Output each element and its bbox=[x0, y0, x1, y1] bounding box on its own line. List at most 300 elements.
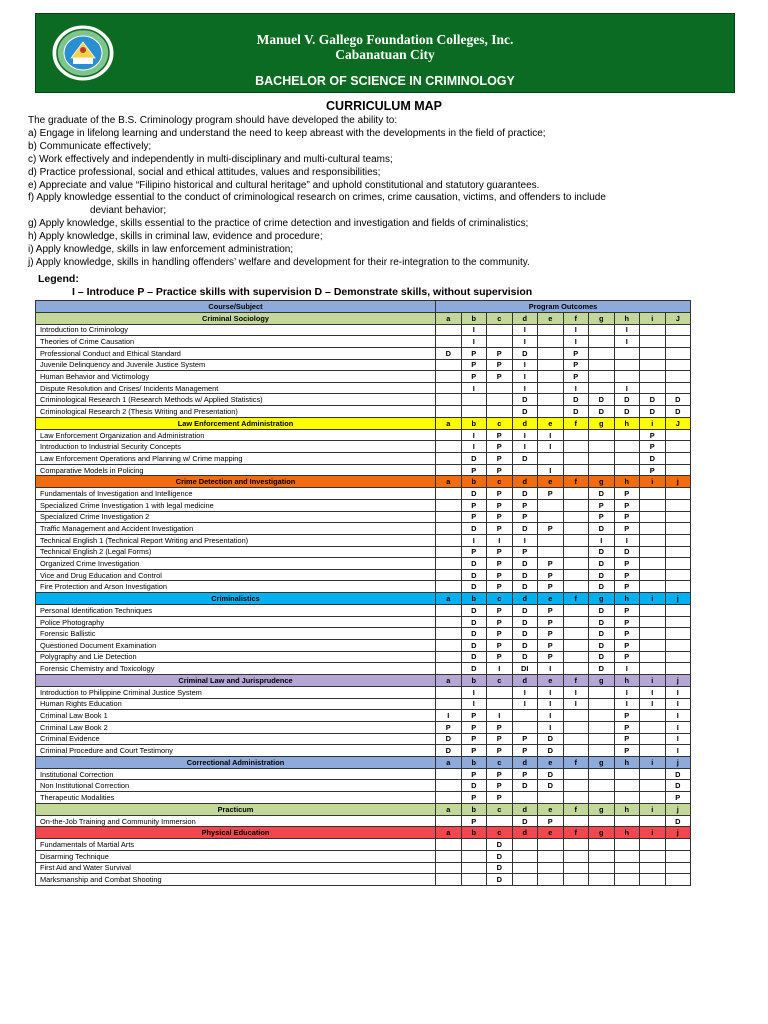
outcome-cell bbox=[665, 371, 691, 383]
outcome-cell bbox=[436, 815, 462, 827]
outcome-cell bbox=[461, 874, 487, 886]
outcome-cell: I bbox=[512, 698, 538, 710]
outcome-letter: i bbox=[640, 674, 666, 686]
outcome-cell bbox=[436, 441, 462, 453]
outcome-cell: D bbox=[665, 780, 691, 792]
outcome-cell bbox=[563, 441, 589, 453]
outcome-cell bbox=[589, 780, 615, 792]
outcome-cell: P bbox=[487, 441, 513, 453]
outcome-cell: D bbox=[512, 569, 538, 581]
section-header-row bbox=[36, 593, 691, 605]
outcome-letter: g bbox=[589, 674, 615, 686]
outcome-cell: P bbox=[614, 640, 640, 652]
outcome-cell bbox=[538, 371, 564, 383]
outcome-cell: D bbox=[589, 394, 615, 406]
outcome-cell: P bbox=[614, 605, 640, 617]
outcome-letter: i bbox=[640, 803, 666, 815]
outcome-cell bbox=[589, 453, 615, 465]
outcome-cell bbox=[665, 850, 691, 862]
outcome-cell bbox=[512, 850, 538, 862]
outcome-cell bbox=[436, 429, 462, 441]
outcome-cell: D bbox=[614, 546, 640, 558]
outcome-cell bbox=[614, 453, 640, 465]
outcome-cell: P bbox=[614, 628, 640, 640]
table-row bbox=[36, 324, 691, 336]
outcome-cell: D bbox=[589, 546, 615, 558]
outcome-cell bbox=[563, 429, 589, 441]
outcome-cell bbox=[665, 628, 691, 640]
outcome-cell bbox=[614, 371, 640, 383]
outcome-cell bbox=[563, 453, 589, 465]
outcome-cell: I bbox=[538, 698, 564, 710]
outcome-cell: P bbox=[589, 499, 615, 511]
section-name: Law Enforcement Administration bbox=[36, 417, 436, 429]
table-row bbox=[36, 382, 691, 394]
outcome-cell: I bbox=[461, 441, 487, 453]
table-row bbox=[36, 581, 691, 593]
outcome-letter: j bbox=[665, 674, 691, 686]
outcome-cell: I bbox=[538, 710, 564, 722]
outcome-cell bbox=[614, 347, 640, 359]
outcome-cell bbox=[640, 780, 666, 792]
outcome-cell: D bbox=[512, 581, 538, 593]
outcome-cell: P bbox=[563, 371, 589, 383]
outcome-cell bbox=[640, 382, 666, 394]
outcome-cell bbox=[436, 406, 462, 418]
outcome-cell: D bbox=[512, 815, 538, 827]
outcome-cell: P bbox=[538, 628, 564, 640]
course-subject: Polygraphy and Lie Detection bbox=[36, 651, 436, 663]
outcome-cell: I bbox=[512, 324, 538, 336]
outcome-cell: I bbox=[614, 336, 640, 348]
outcome-cell: I bbox=[461, 686, 487, 698]
outcome-cell: P bbox=[487, 347, 513, 359]
outcome-cell: P bbox=[614, 651, 640, 663]
outcome-letter: j bbox=[665, 756, 691, 768]
outcome-cell: P bbox=[665, 792, 691, 804]
outcome-cell bbox=[563, 663, 589, 675]
outcome-letter: a bbox=[436, 417, 462, 429]
outcome-cell bbox=[563, 874, 589, 886]
course-subject-header: Course/Subject bbox=[36, 301, 436, 313]
outcome-cell: I bbox=[665, 733, 691, 745]
outcome-cell: I bbox=[538, 721, 564, 733]
outcome-letter: g bbox=[589, 417, 615, 429]
outcome-cell bbox=[487, 394, 513, 406]
outcome-letter: c bbox=[487, 312, 513, 324]
outcome-letter: a bbox=[436, 827, 462, 839]
outcome-cell bbox=[665, 651, 691, 663]
outcome-cell bbox=[589, 324, 615, 336]
outcome-cell bbox=[665, 663, 691, 675]
course-subject: Introduction to Philippine Criminal Justice System bbox=[36, 686, 436, 698]
outcome-cell: D bbox=[512, 394, 538, 406]
outcome-cell bbox=[614, 815, 640, 827]
outcome-cell bbox=[436, 581, 462, 593]
outcome-cell: D bbox=[461, 780, 487, 792]
course-subject: Personal Identification Techniques bbox=[36, 605, 436, 617]
outcome-cell: P bbox=[487, 651, 513, 663]
outcome-cell: P bbox=[487, 733, 513, 745]
outcome-cell bbox=[436, 464, 462, 476]
outcome-letter: d bbox=[512, 417, 538, 429]
section-name: Practicum bbox=[36, 803, 436, 815]
outcome-cell: P bbox=[461, 710, 487, 722]
table-row bbox=[36, 453, 691, 465]
course-subject: Institutional Correction bbox=[36, 768, 436, 780]
outcome-cell: D bbox=[512, 640, 538, 652]
outcome-cell bbox=[512, 792, 538, 804]
outcome-cell: D bbox=[461, 569, 487, 581]
outcome-cell bbox=[665, 453, 691, 465]
outcome-cell bbox=[614, 359, 640, 371]
outcome-cell bbox=[487, 336, 513, 348]
outcome-cell bbox=[614, 441, 640, 453]
outcome-cell bbox=[640, 324, 666, 336]
outcome-letter: e bbox=[538, 674, 564, 686]
intro-text bbox=[28, 115, 748, 270]
outcome-cell: I bbox=[538, 441, 564, 453]
outcome-cell: D bbox=[512, 453, 538, 465]
outcome-cell: P bbox=[614, 558, 640, 570]
table-row bbox=[36, 569, 691, 581]
section-name: Criminalistics bbox=[36, 593, 436, 605]
outcome-cell: D bbox=[538, 768, 564, 780]
outcome-cell bbox=[665, 324, 691, 336]
outcome-cell: P bbox=[487, 640, 513, 652]
course-subject: Law Enforcement Operations and Planning w/ Crime mapping bbox=[36, 453, 436, 465]
outcome-cell: I bbox=[512, 534, 538, 546]
outcome-c: c) Work effectively and independently in multi-disciplinary and multi-cultural teams; bbox=[28, 153, 393, 165]
outcome-cell: I bbox=[461, 698, 487, 710]
outcome-cell bbox=[563, 745, 589, 757]
outcome-cell bbox=[436, 546, 462, 558]
outcome-cell bbox=[563, 605, 589, 617]
outcome-cell bbox=[538, 850, 564, 862]
outcome-letter: b bbox=[461, 827, 487, 839]
outcome-cell: P bbox=[538, 558, 564, 570]
outcome-letter: i bbox=[640, 417, 666, 429]
legend-text: I – Introduce P – Practice skills with supervision D – Demonstrate skills, without supervision bbox=[72, 286, 533, 298]
outcome-cell: P bbox=[538, 488, 564, 500]
outcome-letter: g bbox=[589, 476, 615, 488]
course-subject: Introduction to Industrial Security Concepts bbox=[36, 441, 436, 453]
outcome-cell bbox=[640, 336, 666, 348]
course-subject: Specialized Crime Investigation 1 with legal medicine bbox=[36, 499, 436, 511]
table-row bbox=[36, 733, 691, 745]
outcome-cell bbox=[665, 640, 691, 652]
outcome-cell bbox=[436, 324, 462, 336]
outcome-cell bbox=[665, 488, 691, 500]
outcome-cell bbox=[436, 686, 462, 698]
outcome-letter: a bbox=[436, 756, 462, 768]
course-subject: Introduction to Criminology bbox=[36, 324, 436, 336]
outcome-cell bbox=[563, 780, 589, 792]
outcome-cell bbox=[538, 394, 564, 406]
outcome-cell bbox=[589, 347, 615, 359]
outcome-cell bbox=[563, 850, 589, 862]
course-subject: Comparative Models in Policing bbox=[36, 464, 436, 476]
outcome-cell: P bbox=[538, 523, 564, 535]
outcome-cell: D bbox=[512, 558, 538, 570]
course-subject: On-the-Job Training and Community Immersion bbox=[36, 815, 436, 827]
outcome-letter: e bbox=[538, 417, 564, 429]
outcome-cell bbox=[589, 733, 615, 745]
outcome-cell bbox=[563, 558, 589, 570]
outcome-cell bbox=[614, 464, 640, 476]
course-subject: Therapeutic Modalities bbox=[36, 792, 436, 804]
outcome-cell: P bbox=[461, 815, 487, 827]
outcome-cell: P bbox=[461, 768, 487, 780]
outcome-cell: D bbox=[461, 581, 487, 593]
outcome-cell bbox=[436, 523, 462, 535]
course-subject: Police Photography bbox=[36, 616, 436, 628]
outcome-cell bbox=[538, 499, 564, 511]
course-subject: Fundamentals of Investigation and Intelligence bbox=[36, 488, 436, 500]
outcome-letter: d bbox=[512, 827, 538, 839]
outcome-letter: f bbox=[563, 417, 589, 429]
table-row bbox=[36, 721, 691, 733]
outcome-cell: D bbox=[461, 453, 487, 465]
table-row bbox=[36, 441, 691, 453]
outcome-cell bbox=[640, 651, 666, 663]
outcome-cell: D bbox=[461, 640, 487, 652]
table-row bbox=[36, 523, 691, 535]
table-row bbox=[36, 558, 691, 570]
header-banner bbox=[35, 13, 735, 93]
outcome-letter: h bbox=[614, 674, 640, 686]
outcome-cell bbox=[563, 628, 589, 640]
outcome-cell bbox=[461, 406, 487, 418]
course-subject: First Aid and Water Survival bbox=[36, 862, 436, 874]
outcome-cell bbox=[436, 382, 462, 394]
outcome-cell bbox=[665, 616, 691, 628]
outcome-cell: P bbox=[487, 605, 513, 617]
outcome-cell: D bbox=[538, 745, 564, 757]
outcome-cell: P bbox=[487, 745, 513, 757]
outcome-cell: P bbox=[487, 792, 513, 804]
course-subject: Non Institutional Correction bbox=[36, 780, 436, 792]
outcome-cell bbox=[665, 441, 691, 453]
outcome-b: b) Communicate effectively; bbox=[28, 140, 152, 152]
outcome-cell: P bbox=[640, 464, 666, 476]
outcome-cell: P bbox=[461, 792, 487, 804]
table-row bbox=[36, 768, 691, 780]
course-subject: Human Rights Education bbox=[36, 698, 436, 710]
outcome-cell bbox=[665, 862, 691, 874]
course-subject: Dispute Resolution and Crises/ Incidents Management bbox=[36, 382, 436, 394]
course-subject: Fire Protection and Arson Investigation bbox=[36, 581, 436, 593]
table-row bbox=[36, 686, 691, 698]
table-row bbox=[36, 429, 691, 441]
table-row bbox=[36, 616, 691, 628]
outcome-letter: J bbox=[665, 312, 691, 324]
outcome-cell: D bbox=[665, 768, 691, 780]
outcome-cell bbox=[589, 850, 615, 862]
outcome-cell bbox=[538, 862, 564, 874]
outcome-cell bbox=[589, 359, 615, 371]
outcome-cell bbox=[563, 581, 589, 593]
outcome-cell: I bbox=[665, 721, 691, 733]
outcome-cell bbox=[436, 569, 462, 581]
outcome-letter: b bbox=[461, 756, 487, 768]
outcome-cell: D bbox=[640, 394, 666, 406]
course-subject: Technical English 2 (Legal Forms) bbox=[36, 546, 436, 558]
outcome-letter: b bbox=[461, 476, 487, 488]
outcome-letter: f bbox=[563, 593, 589, 605]
outcome-cell: D bbox=[512, 406, 538, 418]
outcome-cell: D bbox=[614, 394, 640, 406]
outcome-cell bbox=[589, 721, 615, 733]
institution-city: Cabanatuan City bbox=[335, 47, 435, 62]
outcome-cell: P bbox=[487, 628, 513, 640]
outcome-cell bbox=[538, 546, 564, 558]
outcome-cell: D bbox=[589, 581, 615, 593]
outcome-cell: P bbox=[487, 721, 513, 733]
outcome-cell bbox=[436, 558, 462, 570]
outcome-letter: d bbox=[512, 756, 538, 768]
outcome-cell bbox=[665, 874, 691, 886]
outcome-cell: P bbox=[487, 511, 513, 523]
outcome-f: f) Apply knowledge essential to the conduct of criminological research on crimes, crime causation, victims, and offenders to include bbox=[28, 192, 606, 204]
outcome-cell: D bbox=[563, 394, 589, 406]
outcome-cell: I bbox=[461, 382, 487, 394]
table-row bbox=[36, 710, 691, 722]
outcome-letter: j bbox=[665, 593, 691, 605]
outcome-cell bbox=[563, 792, 589, 804]
outcome-letter: b bbox=[461, 803, 487, 815]
outcome-cell: I bbox=[512, 371, 538, 383]
outcome-letter: h bbox=[614, 827, 640, 839]
outcome-cell: P bbox=[461, 371, 487, 383]
table-header-row bbox=[36, 301, 691, 313]
outcome-cell bbox=[665, 605, 691, 617]
outcome-cell bbox=[640, 768, 666, 780]
outcome-cell bbox=[665, 581, 691, 593]
outcome-cell: D bbox=[589, 406, 615, 418]
outcome-cell bbox=[640, 721, 666, 733]
outcome-letter: i bbox=[640, 476, 666, 488]
table-row bbox=[36, 839, 691, 851]
outcome-cell: P bbox=[614, 710, 640, 722]
section-name: Criminal Law and Jurisprudence bbox=[36, 674, 436, 686]
outcome-cell: I bbox=[512, 336, 538, 348]
outcome-cell bbox=[665, 359, 691, 371]
outcome-cell bbox=[640, 874, 666, 886]
outcome-cell: P bbox=[640, 441, 666, 453]
outcome-cell bbox=[563, 511, 589, 523]
outcome-cell: D bbox=[589, 628, 615, 640]
outcome-cell: P bbox=[487, 371, 513, 383]
outcome-cell bbox=[640, 839, 666, 851]
outcome-cell: I bbox=[538, 464, 564, 476]
course-subject: Organized Crime Investigation bbox=[36, 558, 436, 570]
course-subject: Fundamentals of Martial Arts bbox=[36, 839, 436, 851]
outcome-cell: D bbox=[461, 488, 487, 500]
outcome-cell bbox=[640, 745, 666, 757]
outcome-cell: P bbox=[487, 488, 513, 500]
outcome-letter: h bbox=[614, 476, 640, 488]
outcome-cell bbox=[436, 698, 462, 710]
outcome-cell bbox=[563, 640, 589, 652]
outcome-letter: g bbox=[589, 593, 615, 605]
legend-label: Legend: bbox=[38, 273, 79, 285]
outcome-cell: D bbox=[487, 850, 513, 862]
outcome-cell bbox=[589, 464, 615, 476]
outcome-letter: d bbox=[512, 674, 538, 686]
outcome-cell bbox=[512, 464, 538, 476]
outcome-cell: D bbox=[512, 347, 538, 359]
outcome-cell: D bbox=[589, 616, 615, 628]
outcome-cell: D bbox=[461, 651, 487, 663]
course-subject: Disarming Technique bbox=[36, 850, 436, 862]
outcome-cell: P bbox=[614, 488, 640, 500]
outcome-cell bbox=[563, 651, 589, 663]
outcome-cell: D bbox=[436, 733, 462, 745]
outcome-cell bbox=[640, 371, 666, 383]
curriculum-table-body bbox=[36, 301, 691, 886]
outcome-cell bbox=[538, 359, 564, 371]
outcome-cell bbox=[436, 628, 462, 640]
outcome-f-continued: deviant behavior; bbox=[90, 205, 167, 217]
outcome-cell bbox=[563, 815, 589, 827]
outcome-cell bbox=[436, 663, 462, 675]
table-row bbox=[36, 640, 691, 652]
outcome-cell: D bbox=[512, 780, 538, 792]
outcome-letter: h bbox=[614, 593, 640, 605]
outcome-letter: f bbox=[563, 312, 589, 324]
outcome-cell: D bbox=[512, 628, 538, 640]
outcome-cell bbox=[640, 605, 666, 617]
outcome-cell bbox=[640, 359, 666, 371]
outcome-cell bbox=[436, 839, 462, 851]
outcome-cell bbox=[436, 651, 462, 663]
course-subject: Juvenile Delinquency and Juvenile Justice System bbox=[36, 359, 436, 371]
outcome-cell bbox=[640, 511, 666, 523]
outcome-cell: I bbox=[538, 686, 564, 698]
outcome-cell bbox=[614, 850, 640, 862]
section-header-row bbox=[36, 476, 691, 488]
outcome-letter: J bbox=[665, 417, 691, 429]
outcome-cell bbox=[436, 850, 462, 862]
outcome-cell bbox=[589, 441, 615, 453]
outcome-cell: D bbox=[589, 569, 615, 581]
outcome-cell: D bbox=[461, 523, 487, 535]
section-header-row bbox=[36, 756, 691, 768]
outcome-letter: f bbox=[563, 476, 589, 488]
outcome-cell bbox=[461, 839, 487, 851]
outcome-cell bbox=[563, 569, 589, 581]
outcome-cell: D bbox=[436, 347, 462, 359]
outcome-cell: P bbox=[487, 569, 513, 581]
section-name: Physical Education bbox=[36, 827, 436, 839]
outcome-cell bbox=[436, 488, 462, 500]
outcome-cell bbox=[589, 874, 615, 886]
outcome-letter: d bbox=[512, 803, 538, 815]
outcome-cell: P bbox=[461, 499, 487, 511]
outcome-cell: P bbox=[487, 359, 513, 371]
outcome-cell bbox=[563, 862, 589, 874]
outcome-j: j) Apply knowledge, skills in handling offenders’ welfare and development for their re-integration to the community. bbox=[28, 256, 530, 268]
outcome-cell: I bbox=[538, 429, 564, 441]
outcome-cell: I bbox=[461, 336, 487, 348]
table-row bbox=[36, 651, 691, 663]
outcome-cell bbox=[665, 511, 691, 523]
outcome-cell: I bbox=[538, 663, 564, 675]
outcome-cell bbox=[538, 792, 564, 804]
outcome-cell bbox=[487, 382, 513, 394]
outcome-cell: D bbox=[589, 605, 615, 617]
